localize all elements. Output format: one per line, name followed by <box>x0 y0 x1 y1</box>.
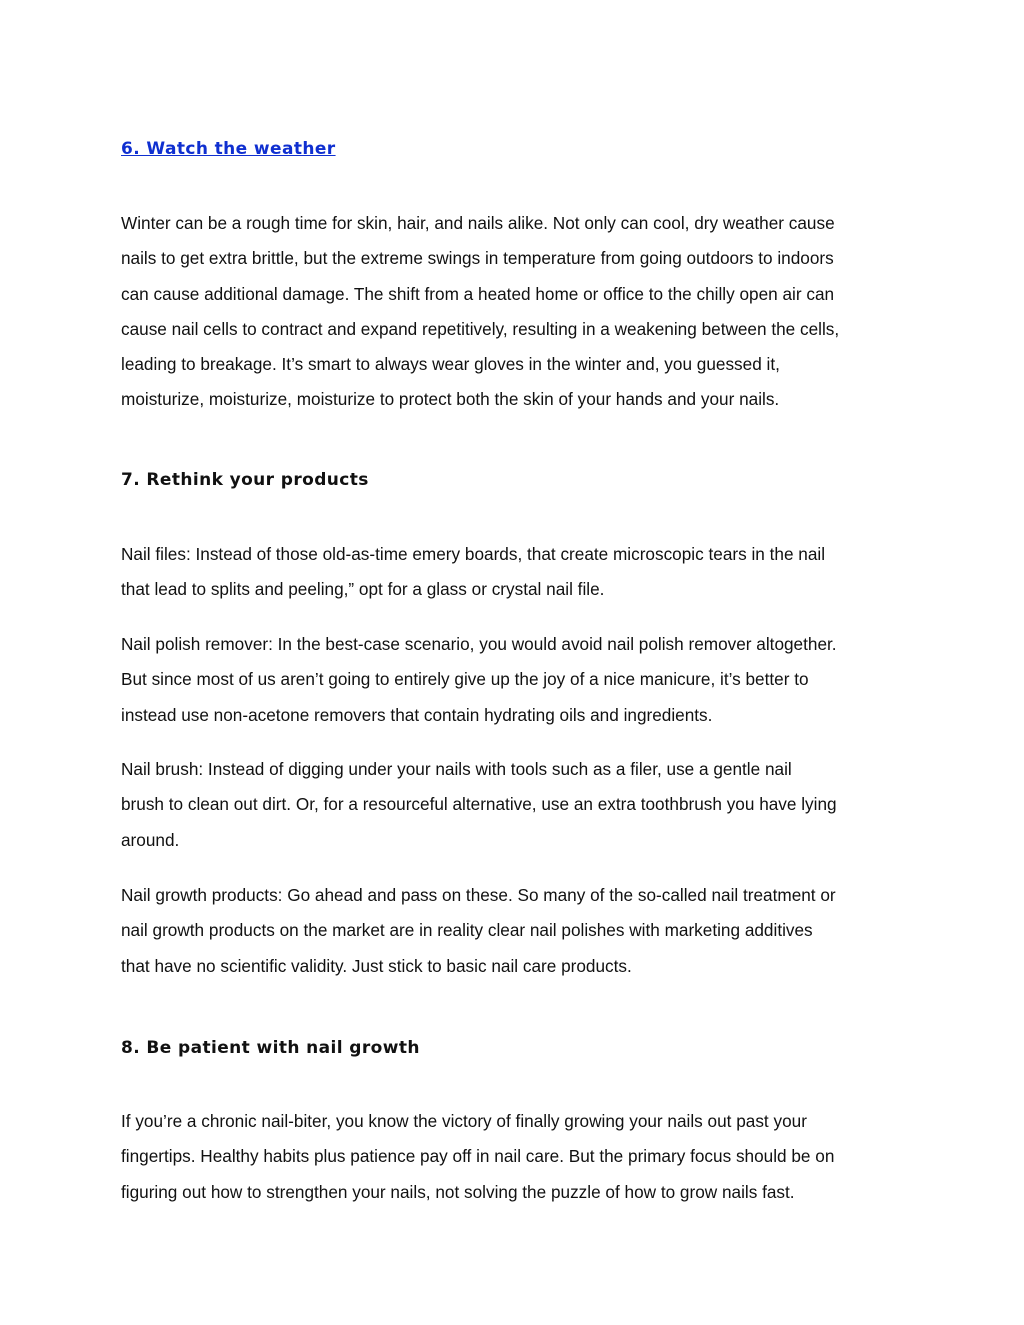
paragraph-line: Winter can be a rough time for skin, hair, and nails alike. Not only can cool, dry weather cause <box>121 213 835 233</box>
paragraph-line: Nail growth products: Go ahead and pass on these. So many of the so-called nail treatment or <box>121 885 836 905</box>
paragraph-line: nails to get extra brittle, but the extreme swings in temperature from going outdoors to indoors <box>121 248 834 269</box>
paragraph-line: nail growth products on the market are in reality clear nail polishes with marketing additives <box>121 920 813 941</box>
paragraph-line: But since most of us aren’t going to entirely give up the joy of a nice manicure, it’s better to <box>121 669 809 690</box>
nail-growth-products-paragraph <box>121 878 911 984</box>
section-8-heading: 8. Be patient with nail growth <box>121 1038 420 1058</box>
paragraph-line: fingertips. Healthy habits plus patience pay off in nail care. But the primary focus should be on <box>121 1146 835 1167</box>
paragraph-line: Nail brush: Instead of digging under your nails with tools such as a filer, use a gentle nail <box>121 759 792 779</box>
paragraph-line: cause nail cells to contract and expand repetitively, resulting in a weakening between the cells, <box>121 318 840 339</box>
section-7-heading: 7. Rethink your products <box>121 470 369 490</box>
paragraph-line: figuring out how to strengthen your nails, not solving the puzzle of how to grow nails fast. <box>121 1181 795 1202</box>
paragraph-line: brush to clean out dirt. Or, for a resourceful alternative, use an extra toothbrush you have lying <box>121 794 837 815</box>
paragraph-line: leading to breakage. It’s smart to always wear gloves in the winter and, you guessed it, <box>121 354 780 375</box>
paragraph-line: If you’re a chronic nail-biter, you know the victory of finally growing your nails out past your <box>121 1111 807 1131</box>
paragraph-line: moisturize, moisturize, moisturize to protect both the skin of your hands and your nails. <box>121 389 780 410</box>
nail-brush-paragraph <box>121 752 911 858</box>
nail-polish-remover-paragraph <box>121 627 911 733</box>
paragraph-line: can cause additional damage. The shift from a heated home or office to the chilly open air can <box>121 283 835 304</box>
section-8-paragraph <box>121 1104 911 1210</box>
paragraph-line: around. <box>121 829 180 850</box>
section-6-heading-link[interactable]: 6. Watch the weather <box>121 139 336 159</box>
nail-files-paragraph <box>121 537 911 608</box>
section-6-paragraph <box>121 206 911 418</box>
paragraph-line: that lead to splits and peeling,” opt for a glass or crystal nail file. <box>121 579 605 600</box>
paragraph-line: Nail files: Instead of those old-as-time emery boards, that create microscopic tears in the nail <box>121 544 826 564</box>
paragraph-line: that have no scientific validity. Just stick to basic nail care products. <box>121 955 632 976</box>
paragraph-line: instead use non-acetone removers that contain hydrating oils and ingredients. <box>121 704 713 725</box>
paragraph-line: Nail polish remover: In the best-case scenario, you would avoid nail polish remover altogether. <box>121 634 837 654</box>
